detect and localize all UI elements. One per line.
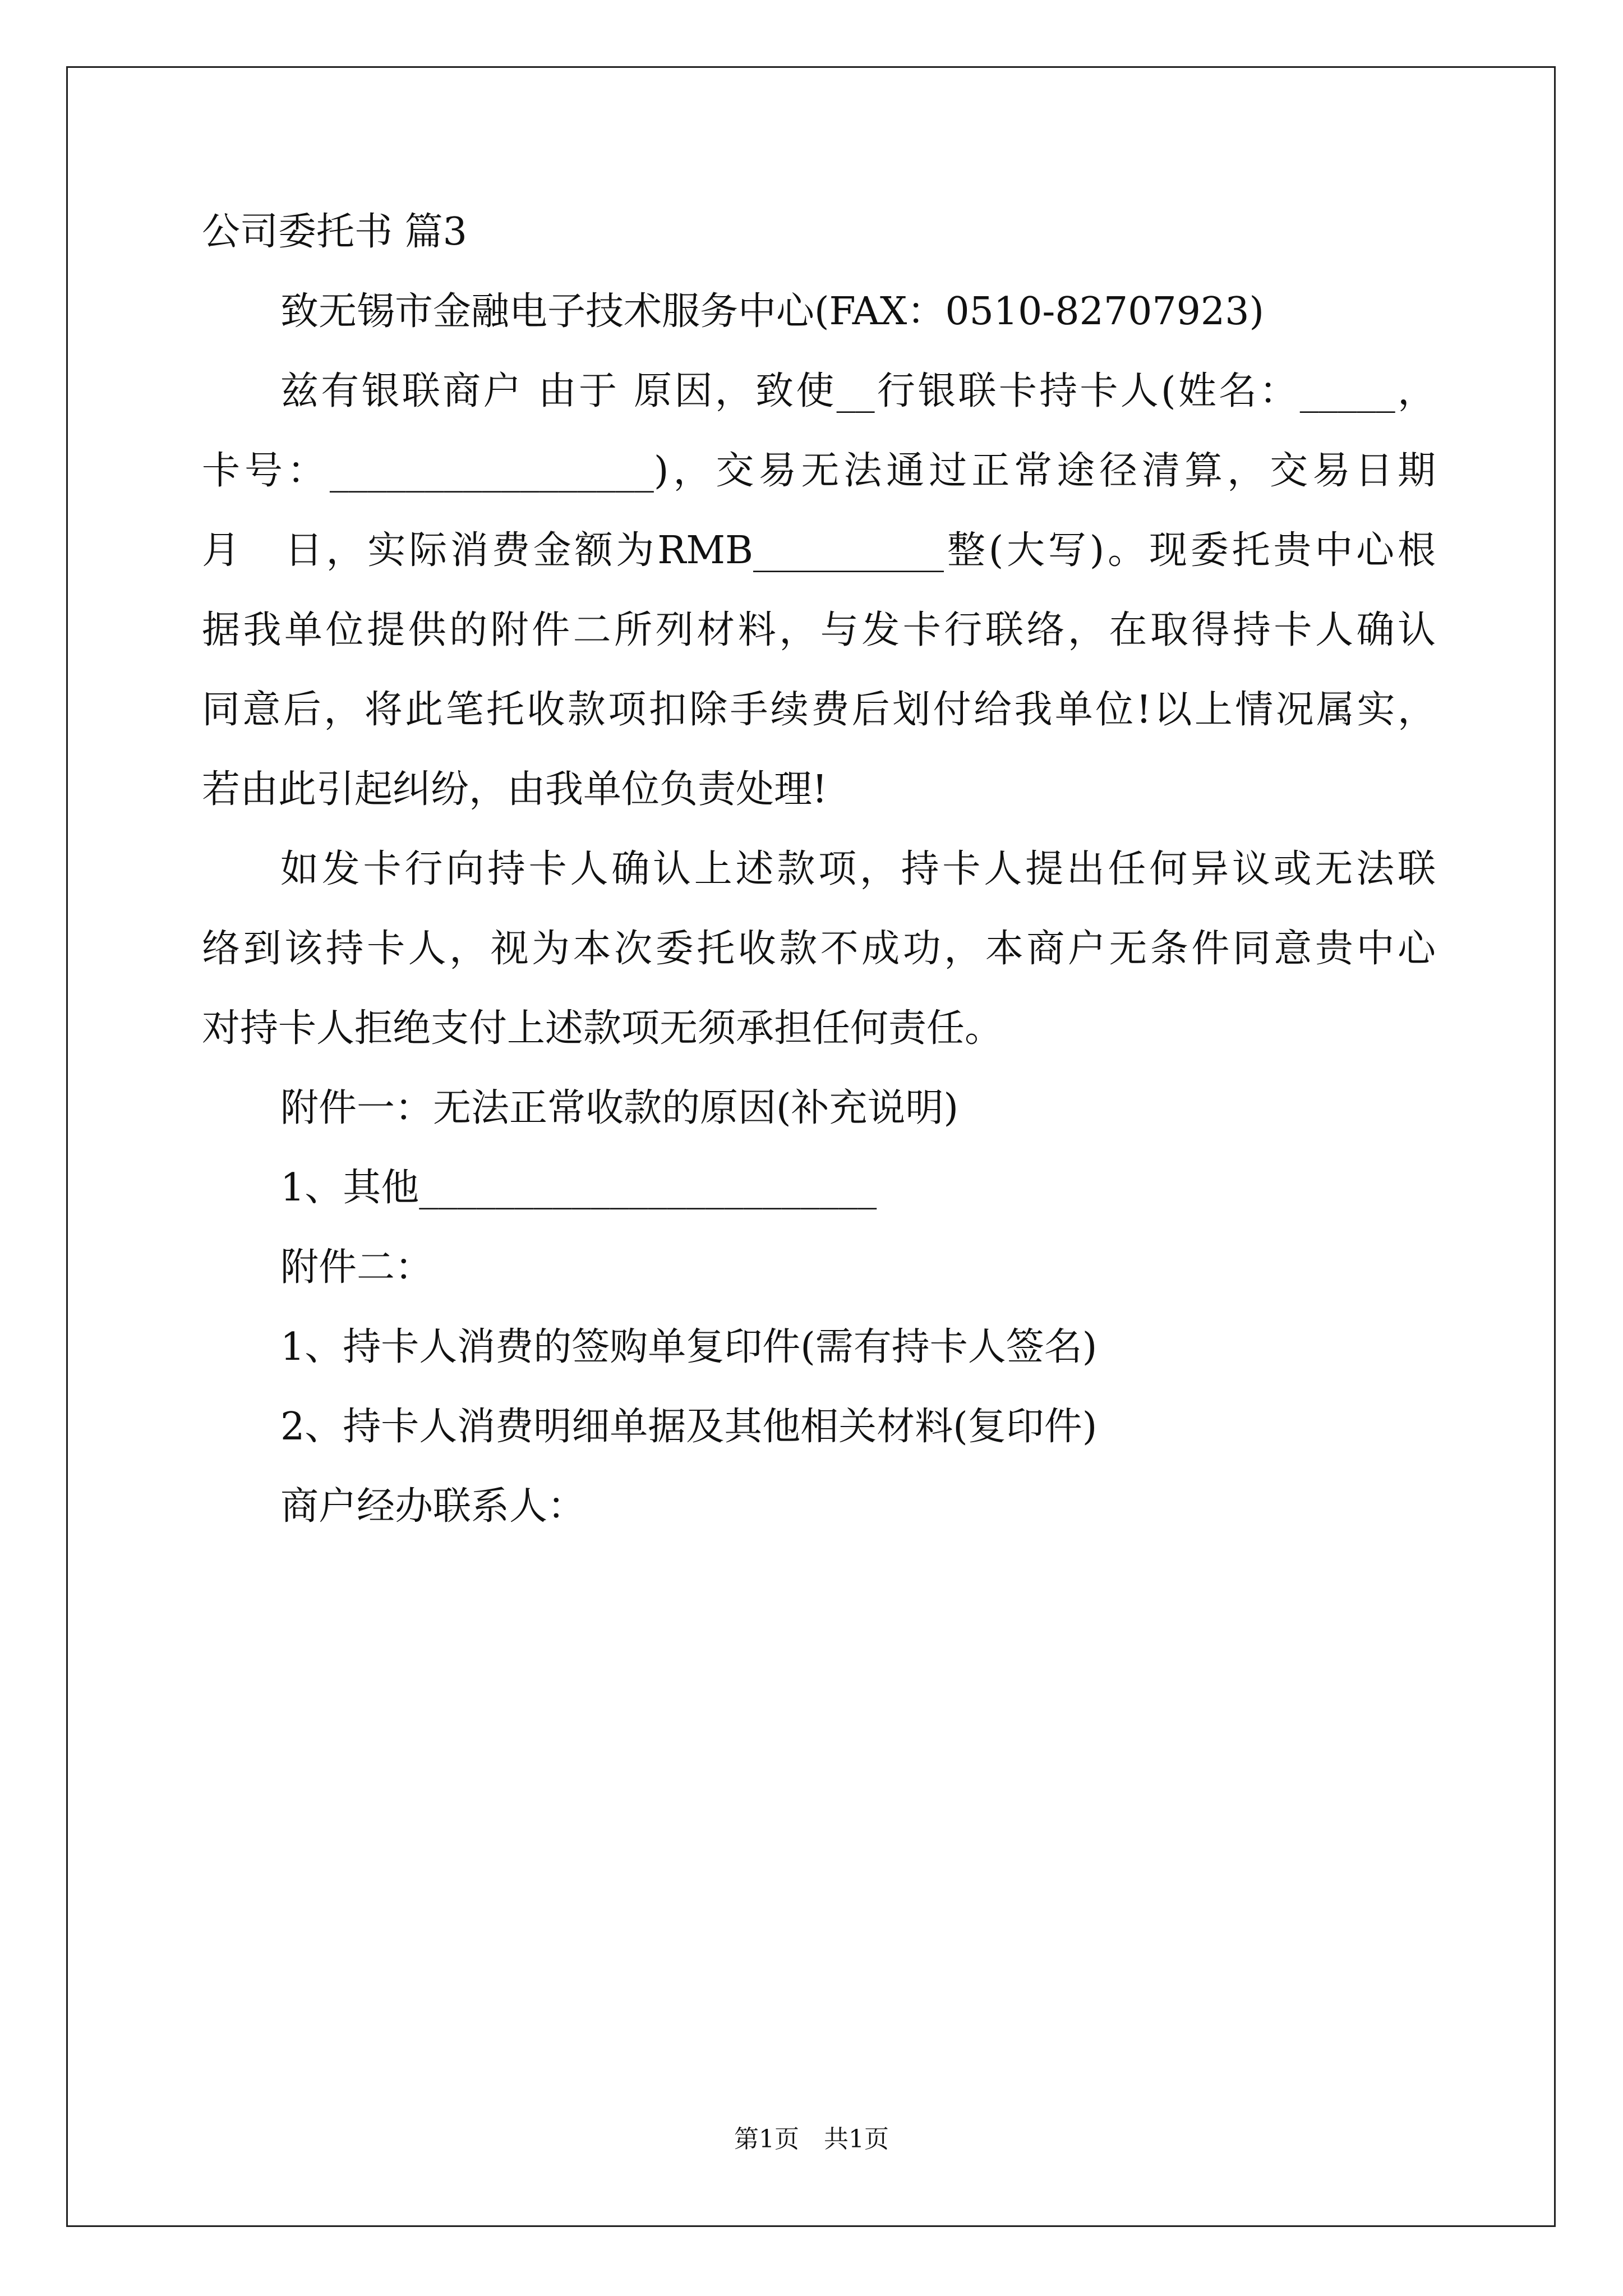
attachment-two-item: 1、持卡人消费的签购单复印件(需有持卡人签名) — [280, 1325, 1098, 1369]
page-number-footer: 第1页 共1页 — [734, 2125, 889, 2154]
paragraph-line: 卡号：_________________)，交易无法通过正常途径清算，交易日期 — [202, 449, 1436, 493]
paragraph-line: 如发卡行向持卡人确认上述款项，持卡人提出任何异议或无法联 — [280, 847, 1436, 891]
attachment-two-item: 2、持卡人消费明细单据及其他相关材料(复印件) — [280, 1405, 1098, 1449]
paragraph-line: 月 日，实际消费金额为RMB__________整(大写)。现委托贵中心根 — [202, 528, 1436, 573]
paragraph-line: 兹有银联商户 由于 原因，致使__行银联卡持卡人(姓名：_____， — [280, 369, 1436, 413]
attachment-two-heading: 附件二： — [280, 1245, 434, 1290]
addressee-line: 致无锡市金融电子技术服务中心(FAX：0510-82707923) — [280, 289, 1264, 334]
attachment-one-item: 1、其他________________________ — [280, 1166, 877, 1210]
document-title: 公司委托书 篇3 — [202, 210, 467, 254]
merchant-contact-label: 商户经办联系人： — [280, 1484, 586, 1529]
paragraph-line: 络到该持卡人，视为本次委托收款不成功，本商户无条件同意贵中心 — [202, 927, 1436, 971]
paragraph-line: 据我单位提供的附件二所列材料，与发卡行联络，在取得持卡人确认 — [202, 608, 1436, 652]
attachment-one-heading: 附件一：无法正常收款的原因(补充说明) — [280, 1086, 959, 1130]
paragraph-line: 对持卡人拒绝支付上述款项无须承担任何责任。 — [202, 1006, 1003, 1051]
paragraph-line: 若由此引起纠纷，由我单位负责处理! — [202, 767, 828, 812]
paragraph-line: 同意后，将此笔托收款项扣除手续费后划付给我单位!以上情况属实， — [202, 688, 1436, 732]
